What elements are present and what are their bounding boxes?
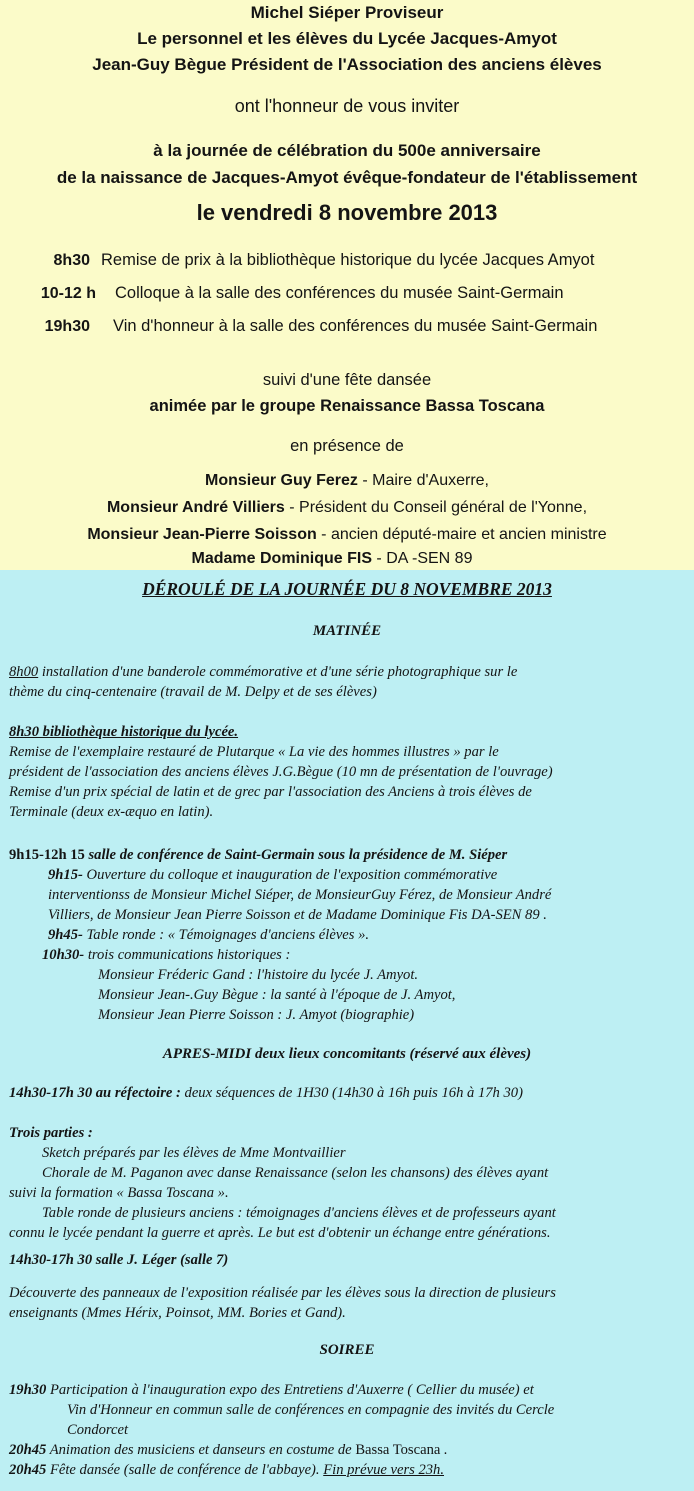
host-line-2: Le personnel et les élèves du Lycée Jacques-Amyot xyxy=(137,29,557,48)
matinee-subitem xyxy=(48,866,497,885)
matinee-heading: MATINÉE xyxy=(312,623,382,639)
item-text: salle de conférence de Saint-Germain sous la présidence de M. Siéper xyxy=(84,847,508,863)
item-text: Animation des musiciens et danseurs en costume de xyxy=(46,1442,356,1458)
guest-line xyxy=(0,472,694,490)
matinee-item-3-heading xyxy=(9,846,507,865)
soiree-item-1 xyxy=(9,1381,534,1400)
apres-midi-item-3-line: enseignants (Mmes Hérix, Poinsot, MM. Bories et Gand). xyxy=(9,1305,346,1321)
matinee-item-2-line: Remise d'un prix spécial de latin et de grec par l'association des Anciens à trois élèves de xyxy=(9,784,532,800)
honour-line: ont l'honneur de vous inviter xyxy=(234,96,460,116)
invitation-card xyxy=(0,0,694,570)
guest-line xyxy=(0,550,694,568)
item-time: 14h30-17h 30 au réfectoire : xyxy=(9,1085,181,1101)
schedule-time: 8h30 xyxy=(53,252,90,269)
guest-role: - ancien député-maire et ancien ministre xyxy=(316,526,607,543)
guest-role: - Maire d'Auxerre, xyxy=(357,472,489,489)
item-time: 20h45 xyxy=(9,1442,47,1458)
item-text: trois communications historiques : xyxy=(84,947,291,963)
item-text: Fête dansée (salle de conférence de l'abbaye). xyxy=(46,1462,324,1478)
apres-midi-item-3-line: Découverte des panneaux de l'exposition réalisée par les élèves sous la direction de plusieurs xyxy=(9,1285,556,1301)
presence-line: en présence de xyxy=(290,437,404,455)
matinee-subitem-line: interventionss de Monsieur Michel Siéper, de MonsieurGuy Férez, de Monsieur André xyxy=(48,887,552,903)
apres-midi-item-1 xyxy=(9,1084,523,1103)
schedule-event: Remise de prix à la bibliothèque historique du lycée Jacques Amyot xyxy=(101,251,595,269)
apres-midi-item-2-line: Chorale de M. Paganon avec danse Renaissance (selon les chansons) des élèves ayant xyxy=(42,1165,549,1181)
schedule-time: 19h30 xyxy=(44,318,90,335)
guest-role: - DA -SEN 89 xyxy=(371,550,473,567)
item-time: 10h30- xyxy=(42,947,85,963)
guest-name: Madame Dominique FIS xyxy=(191,550,372,567)
item-text: Table ronde : « Témoignages d'anciens élèves ». xyxy=(82,927,370,943)
guest-line xyxy=(0,499,694,517)
soiree-heading: SOIREE xyxy=(319,1342,375,1358)
apres-midi-item-2-line: Table ronde de plusieurs anciens : témoignages d'anciens élèves et de professeurs ayant xyxy=(42,1205,556,1221)
host-line-1: Michel Siéper Proviseur xyxy=(250,3,444,22)
matinee-subitem-line: Villiers, de Monsieur Jean Pierre Soisson et de Madame Dominique Fis DA-SEN 89 . xyxy=(48,907,547,923)
item-time: 9h45- xyxy=(48,927,83,943)
matinee-item-2-line: Remise de l'exemplaire restauré de Plutarque « La vie des hommes illustres » par le xyxy=(9,744,499,760)
group-name: Bassa Toscana xyxy=(355,1442,441,1458)
host-line-3: Jean-Guy Bègue Président de l'Association des anciens élèves xyxy=(92,55,602,74)
item-time: 9h15- xyxy=(48,867,83,883)
schedule-event: Vin d'honneur à la salle des conférences du musée Saint-Germain xyxy=(113,317,598,335)
guest-name: Monsieur Jean-Pierre Soisson xyxy=(87,526,317,543)
guest-role: - Président du Conseil général de l'Yonne, xyxy=(284,499,588,516)
apres-midi-item-3-heading: 14h30-17h 30 salle J. Léger (salle 7) xyxy=(9,1252,229,1268)
matinee-subitem-line: Monsieur Jean-.Guy Bègue : la santé à l'époque de J. Amyot, xyxy=(98,987,456,1003)
soiree-item-1-line: Condorcet xyxy=(67,1422,129,1438)
apres-midi-item-2-heading: Trois parties : xyxy=(9,1125,93,1141)
celebration-line-1: à la journée de célébration du 500e anniversaire xyxy=(153,141,541,160)
matinee-subitem xyxy=(48,926,369,945)
schedule-event: Colloque à la salle des conférences du musée Saint-Germain xyxy=(115,284,564,302)
apres-midi-item-2-line: connu le lycée pendant la guerre et après. Le but est d'obtenir un échange entre générations. xyxy=(9,1225,551,1241)
item-text: Participation à l'inauguration expo des Entretiens d'Auxerre ( Cellier du musée) et xyxy=(46,1382,534,1398)
soiree-item-2 xyxy=(9,1441,448,1460)
soiree-item-1-line: Vin d'Honneur en commun salle de conférences en compagnie des invités du Cercle xyxy=(67,1402,555,1418)
matinee-item-2-heading: 8h30 bibliothèque historique du lycée. xyxy=(9,724,239,740)
programme-title: DÉROULÉ DE LA JOURNÉE DU 8 NOVEMBRE 2013 xyxy=(142,579,552,599)
item-time: 20h45 xyxy=(9,1462,47,1478)
apres-midi-item-2-line: suivi la formation « Bassa Toscana ». xyxy=(9,1185,229,1201)
matinee-subitem xyxy=(42,946,290,965)
programme-section xyxy=(0,570,694,1491)
schedule-time: 10-12 h xyxy=(40,285,96,302)
guest-name: Monsieur André Villiers xyxy=(106,499,285,516)
apres-midi-heading: APRES-MIDI deux lieux concomitants (réservé aux élèves) xyxy=(162,1046,532,1062)
celebration-line-2: de la naissance de Jacques-Amyot évêque-fondateur de l'établissement xyxy=(56,168,638,187)
soiree-item-3 xyxy=(9,1461,444,1480)
item-time: 8h00 xyxy=(9,664,39,680)
guest-name: Monsieur Guy Ferez xyxy=(204,472,358,489)
item-text: installation d'une banderole commémorative et d'une série photographique sur le xyxy=(38,664,518,680)
matinee-item-1 xyxy=(9,663,517,682)
item-time: 9h15-12h 15 xyxy=(9,847,85,863)
item-text: Ouverture du colloque et inauguration de l'exposition commémorative xyxy=(82,867,498,883)
followed-line: suivi d'une fête dansée xyxy=(262,371,432,389)
matinee-subitem-line: Monsieur Jean Pierre Soisson : J. Amyot (biographie) xyxy=(98,1007,415,1023)
item-time: 19h30 xyxy=(9,1382,47,1398)
guest-line xyxy=(0,526,694,544)
event-date: le vendredi 8 novembre 2013 xyxy=(196,200,498,225)
matinee-item-2-line: Terminale (deux ex-æquo en latin). xyxy=(9,804,214,820)
item-text: deux séquences de 1H30 (14h30 à 16h puis 16h à 17h 30) xyxy=(180,1085,523,1101)
apres-midi-item-2-line: Sketch préparés par les élèves de Mme Montvaillier xyxy=(42,1145,346,1161)
item-text-end: . xyxy=(440,1442,448,1458)
animated-line: animée par le groupe Renaissance Bassa Toscana xyxy=(149,397,545,415)
matinee-subitem-line: Monsieur Fréderic Gand : l'histoire du lycée J. Amyot. xyxy=(98,967,419,983)
matinee-item-2-line: président de l'association des anciens élèves J.G.Bègue (10 mn de présentation de l'ouvrage) xyxy=(9,764,553,780)
matinee-item-1-line: thème du cinq-centenaire (travail de M. Delpy et de ses élèves) xyxy=(9,684,377,700)
end-time-note: Fin prévue vers 23h. xyxy=(323,1462,444,1478)
